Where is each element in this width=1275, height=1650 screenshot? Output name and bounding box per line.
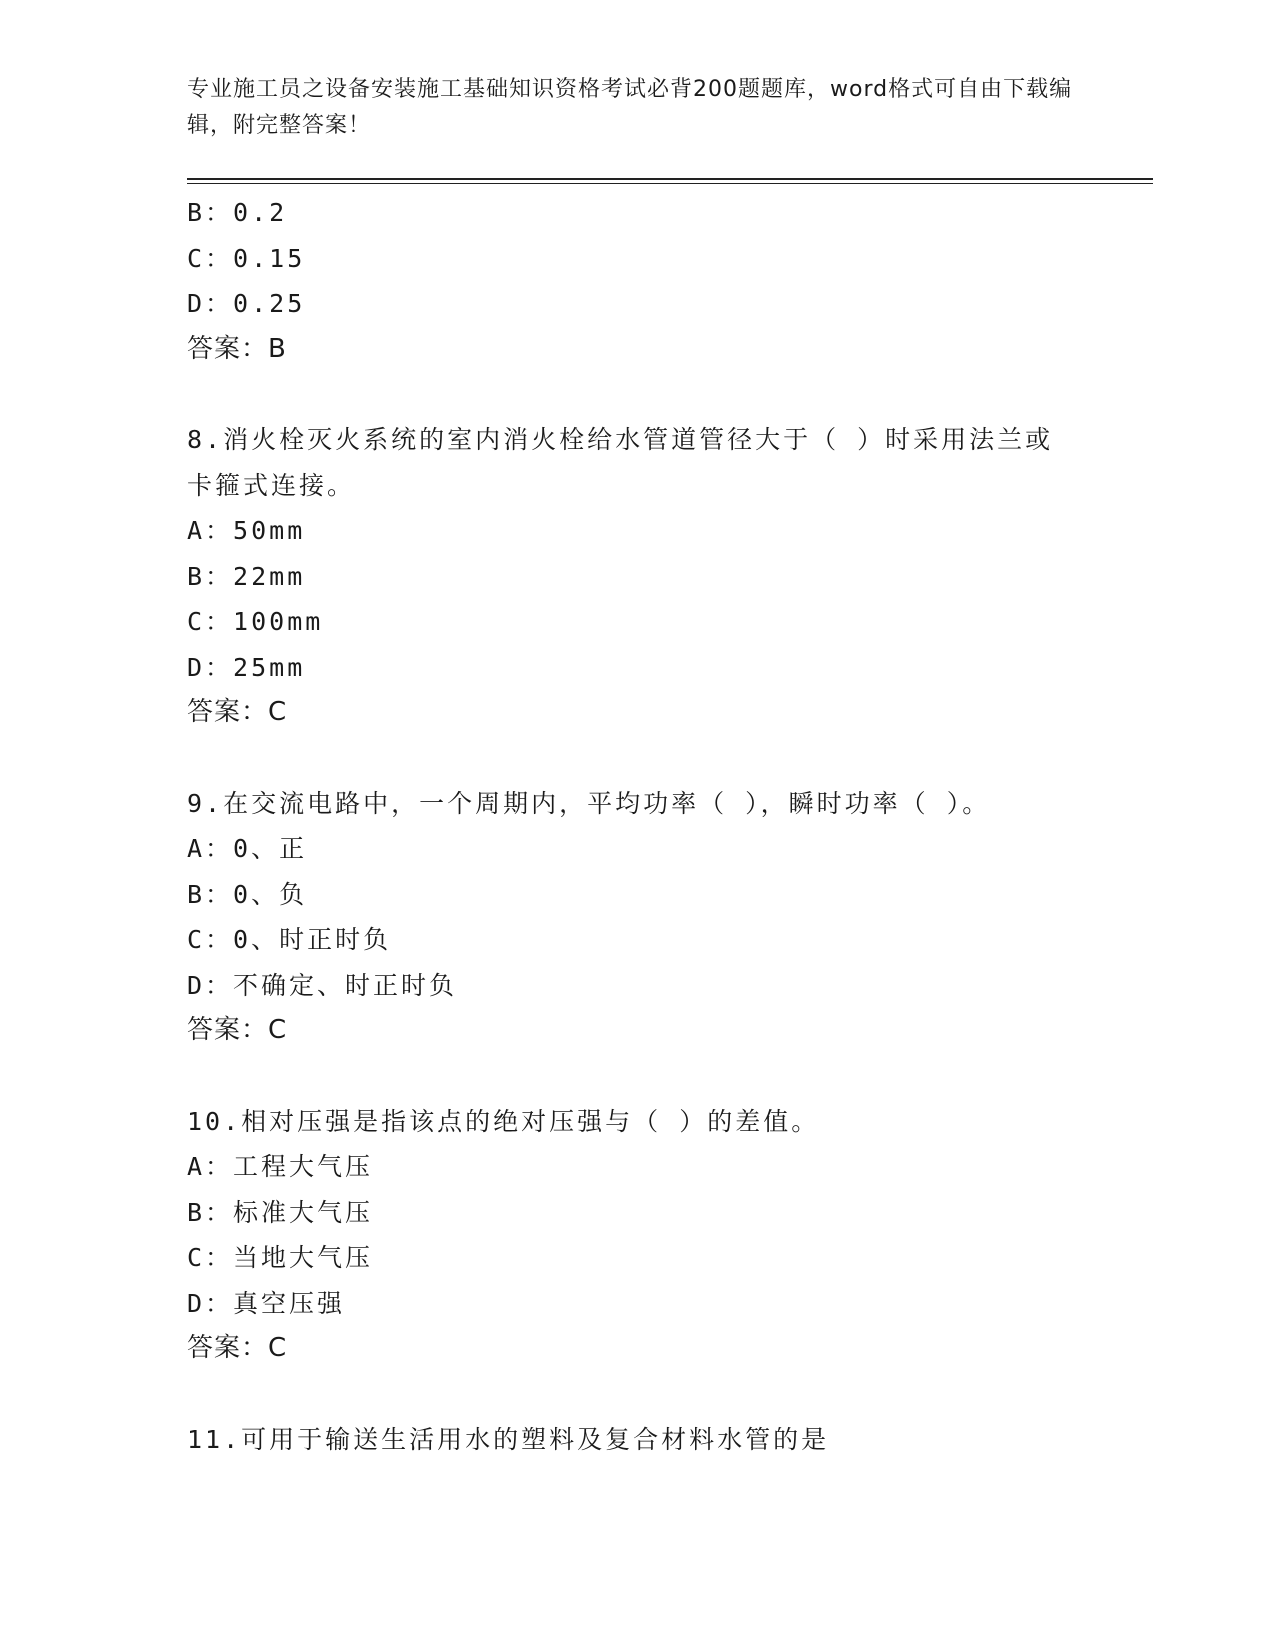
option-b: B：0.2 [187,198,288,227]
question-text: 8.消火栓灭火系统的室内消火栓给水管道管径大于（ ）时采用法兰或卡箍式连接。 [187,425,1054,500]
answer-line: 答案：B [187,333,287,364]
option-d: D：真空压强 [187,1288,346,1318]
option-c: C：0.15 [187,243,306,273]
question-11 [187,1417,1087,1463]
option-a: A：50mm [187,516,306,545]
question-10 [187,1099,1087,1372]
question-9 [187,781,1087,1054]
option-c: C：0、时正时负 [187,925,392,954]
question-text: 9.在交流电路中，一个周期内，平均功率（ ），瞬时功率（ ）。 [187,788,991,818]
document-header-title: 专业施工员之设备安装施工基础知识资格考试必背200题题库，word格式可自由下载编辑，附完整答案！ [187,77,1073,138]
header-divider-thick [187,178,1153,180]
answer-line: 答案：C [187,1015,288,1045]
question-text: 11.可用于输送生活用水的塑料及复合材料水管的是 [187,1424,830,1454]
question-8 [187,417,1087,736]
option-c: C：100mm [187,607,324,636]
option-b: B：0、负 [187,879,308,909]
question-7-continuation [187,190,1087,372]
option-c: C：当地大气压 [187,1243,374,1272]
option-b: B：标准大气压 [187,1197,374,1227]
question-text: 10.相对压强是指该点的绝对压强与（ ）的差值。 [187,1106,820,1136]
option-a: A：0、正 [187,834,308,863]
answer-line: 答案：C [187,697,288,727]
question-content [187,190,1087,1462]
option-a: A：工程大气压 [187,1152,374,1181]
option-d: D：不确定、时正时负 [187,970,458,1000]
header-divider-thin [187,183,1153,184]
option-d: D：0.25 [187,289,306,318]
answer-line: 答案：C [187,1333,288,1363]
option-b: B：22mm [187,561,306,591]
option-d: D：25mm [187,652,306,682]
